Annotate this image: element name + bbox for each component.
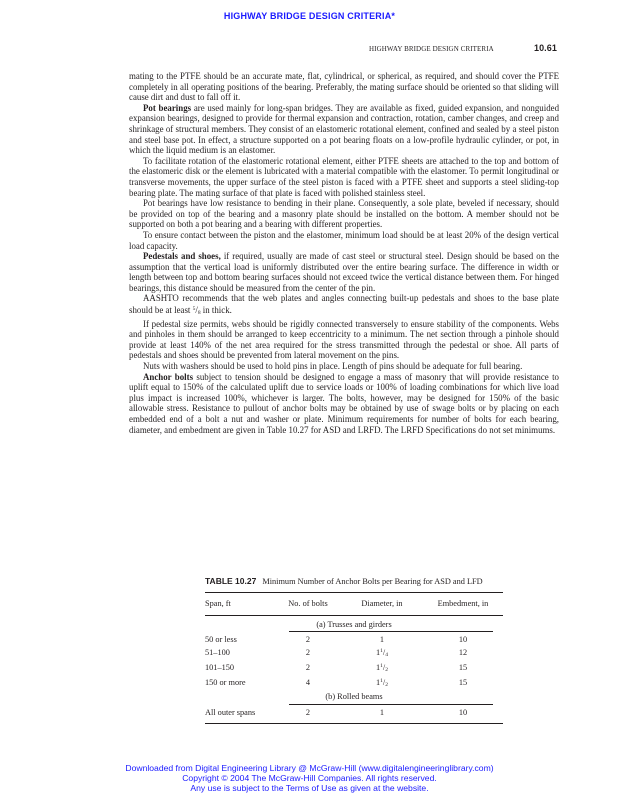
paragraph — [129, 293, 559, 318]
paragraph — [129, 319, 559, 361]
paragraph — [129, 230, 559, 251]
paragraph — [129, 198, 559, 230]
diameter-denominator: 2 — [385, 666, 388, 673]
section-rule — [289, 631, 493, 632]
table-title: Minimum Number of Anchor Bolts per Bearing for ASD and LFD — [262, 577, 483, 586]
cell-embedment: 15 — [458, 677, 468, 687]
paragraph-text: subject to tension should be designed to engage a mass of masonry that will provide resistance to uplift equal to 150% of the calculated uplift due to service loads or 100% of loading combinations for which live load plus impact is increased 100%, whichever is larger. The bolts, however, may be designed for 150% of the basic allowable stress. Resistance to pullout of anchor bolts may be obtained by use of swage bolts or by placing on each embedded end of a bolt a nut and washer or plate. Minimum requirements for number of bolts for each bearing, diameter, and embedment are given in Table 10.27 for ASD and LRFD. The LRFD Specifications do not set minimums. — [129, 371, 559, 435]
paragraph — [129, 103, 559, 156]
diameter-whole: 1 — [376, 662, 381, 672]
fraction-denominator: 8 — [197, 310, 201, 317]
table-header-row — [205, 593, 503, 615]
cell-diameter: $1^1/_4$ — [376, 648, 388, 659]
download-banner-title: HIGHWAY BRIDGE DESIGN CRITERIA* — [223, 11, 396, 21]
body-text — [129, 71, 559, 435]
header-bolts: No. of bolts — [288, 599, 328, 608]
paragraph-text: To ensure contact between the piston and the elastomer, minimum load should be at least 20% of the design vertical load capacity. — [129, 229, 559, 251]
footer-terms-line[interactable]: Any use is subject to the Terms of Use as given at the website. — [190, 783, 429, 793]
paragraph-text: if required, usually are made of cast steel or structural steel. Design should be based on the assumption that the vertical load is uniformly distributed over the entire bearing surface. The difference in width or length between top and bottom bearing surfaces should not exceed twice the vertical distance between them. For hinged bearings, this distance should be measured from the center of the pin. — [129, 251, 560, 293]
run-in-heading: Anchor bolts — [143, 371, 194, 382]
paragraph — [129, 251, 559, 293]
table-label: TABLE 10.27 — [205, 576, 257, 586]
cell-diameter — [341, 635, 423, 646]
diameter-whole: 1 — [379, 635, 385, 645]
cell-embedment: 10 — [458, 635, 468, 645]
cell-diameter — [341, 708, 423, 723]
cell-span: 51–100 — [205, 648, 230, 658]
fraction-numerator: 5 — [192, 306, 196, 313]
diameter-whole: 1 — [376, 648, 381, 658]
section-title: (a) Trusses and girders — [316, 619, 392, 629]
table-grid — [205, 593, 503, 723]
anchor-bolts-table — [205, 576, 503, 724]
table-caption — [205, 576, 503, 587]
section-title-row — [205, 616, 503, 631]
paragraph-text: Nuts with washers should be used to hold pins in place. Length of pins should be adequate for full bearing. — [143, 361, 523, 372]
table-row — [205, 661, 503, 676]
paragraph — [129, 372, 559, 436]
cell-embedment: 12 — [458, 648, 468, 658]
diameter-numerator: 1 — [380, 648, 383, 655]
table-row — [205, 676, 503, 691]
paragraph-text-after: in thick. — [200, 305, 232, 316]
paragraph — [129, 156, 559, 198]
cell-bolts: 2 — [305, 648, 311, 658]
table-row — [205, 708, 503, 723]
diameter-whole: 1 — [376, 677, 381, 687]
paragraph-text: mating to the PTFE should be an accurate mate, flat, cylindrical, or spherical, as required, and should cover the PTFE completely in all operating positions of the bearing. Preferably, the mating surface should be oriented so that sliding will cause dirt and dust to fall off it. — [129, 71, 559, 103]
cell-diameter: $1^1/_2$ — [376, 662, 388, 673]
table-row — [205, 646, 503, 661]
section-title-row — [205, 690, 503, 703]
paragraph-text: are used mainly for long-span bridges. They are available as fixed, guided expansion, and nonguided expansion bearings, designed to provide for thermal expansion and contraction, rotation, camber changes, and creep and shrinkage of structural members. They consist of an elastomeric rotational element, confined and sealed by a steel piston and steel base pot. In effect, a structure supported on a pot bearing floats on a low-profile hydraulic cylinder, or pot, in which the liquid medium is an elastomer. — [129, 102, 560, 156]
running-head — [369, 44, 557, 56]
paragraph-text: To facilitate rotation of the elastomeric rotational element, either PTFE sheets are attached to the top and bottom of the elastomeric disk or the element is lubricated with a material compatible with the elastomer. To permit longitudinal or transverse movements, the upper surface of the steel piston is faced with a PTFE sheet and supports a steel sliding-top bearing plate. The mating surface of that plate is faced with polished stainless steel. — [129, 155, 559, 198]
header-diameter: Diameter, in — [361, 599, 403, 608]
cell-bolts: 2 — [305, 635, 311, 645]
paragraph-text: If pedestal size permits, webs should be rigidly connected transversely to ensure stability of the components. Webs and pinholes in them should be arranged to keep eccentricity to a minimum. The net section through a pinhole should provide at least 140% of the net area required for the stress transmitted through the pedestal or shoe. All parts of pedestals and shoes should be prevented from lateral movement on the pins. — [129, 318, 559, 361]
diameter-numerator: 1 — [380, 677, 383, 684]
fraction: $^5/_8$ — [192, 305, 201, 317]
run-in-heading: Pot bearings — [143, 102, 192, 113]
section-rule — [289, 704, 493, 705]
run-in-heading: Pedestals and shoes, — [143, 251, 221, 262]
diameter-numerator: 1 — [380, 662, 383, 669]
cell-bolts: 2 — [305, 707, 311, 717]
paragraph-text: Pot bearings have low resistance to bending in their plane. Consequently, a sole plate, beveled if necessary, should be provided on top of the bearing and a masonry plate should be installed on the bottom. A member should not be supported on both a pot bearing and a bearing with different properties. — [129, 198, 559, 230]
cell-embedment: 10 — [458, 707, 468, 717]
page-number: 10.61 — [533, 43, 557, 53]
cell-embedment: 15 — [458, 662, 468, 672]
footer — [0, 763, 619, 793]
diameter-denominator: 4 — [385, 652, 388, 659]
paragraph-text: AASHTO recommends that the web plates and angles connecting built-up pedestals and shoes to the base plate should be at least — [129, 293, 559, 316]
cell-bolts: 2 — [305, 662, 311, 672]
cell-span: 101–150 — [205, 662, 235, 672]
footer-download-line[interactable]: Downloaded from Digital Engineering Library @ McGraw-Hill (www.digitalengineeringlibrary.com) — [125, 763, 494, 773]
cell-span: 150 or more — [205, 677, 246, 687]
cell-span: All outer spans — [205, 707, 256, 717]
cell-span: 50 or less — [205, 635, 237, 645]
diameter-denominator: 2 — [385, 681, 388, 688]
footer-copyright-line: Copyright © 2004 The McGraw-Hill Companies. All rights reserved. — [182, 773, 437, 783]
table-bottom-rule — [205, 723, 503, 724]
paragraph — [129, 71, 559, 103]
paragraph — [129, 361, 559, 372]
table-row — [205, 635, 503, 646]
header-span: Span, ft — [205, 599, 231, 608]
cell-diameter: $1^1/_2$ — [376, 677, 388, 688]
cell-bolts: 4 — [305, 677, 311, 687]
running-head-title: HIGHWAY BRIDGE DESIGN CRITERIA — [369, 45, 494, 53]
section-title: (b) Rolled beams — [325, 692, 383, 702]
diameter-whole: 1 — [379, 707, 385, 717]
header-embedment: Embedment, in — [437, 599, 489, 608]
